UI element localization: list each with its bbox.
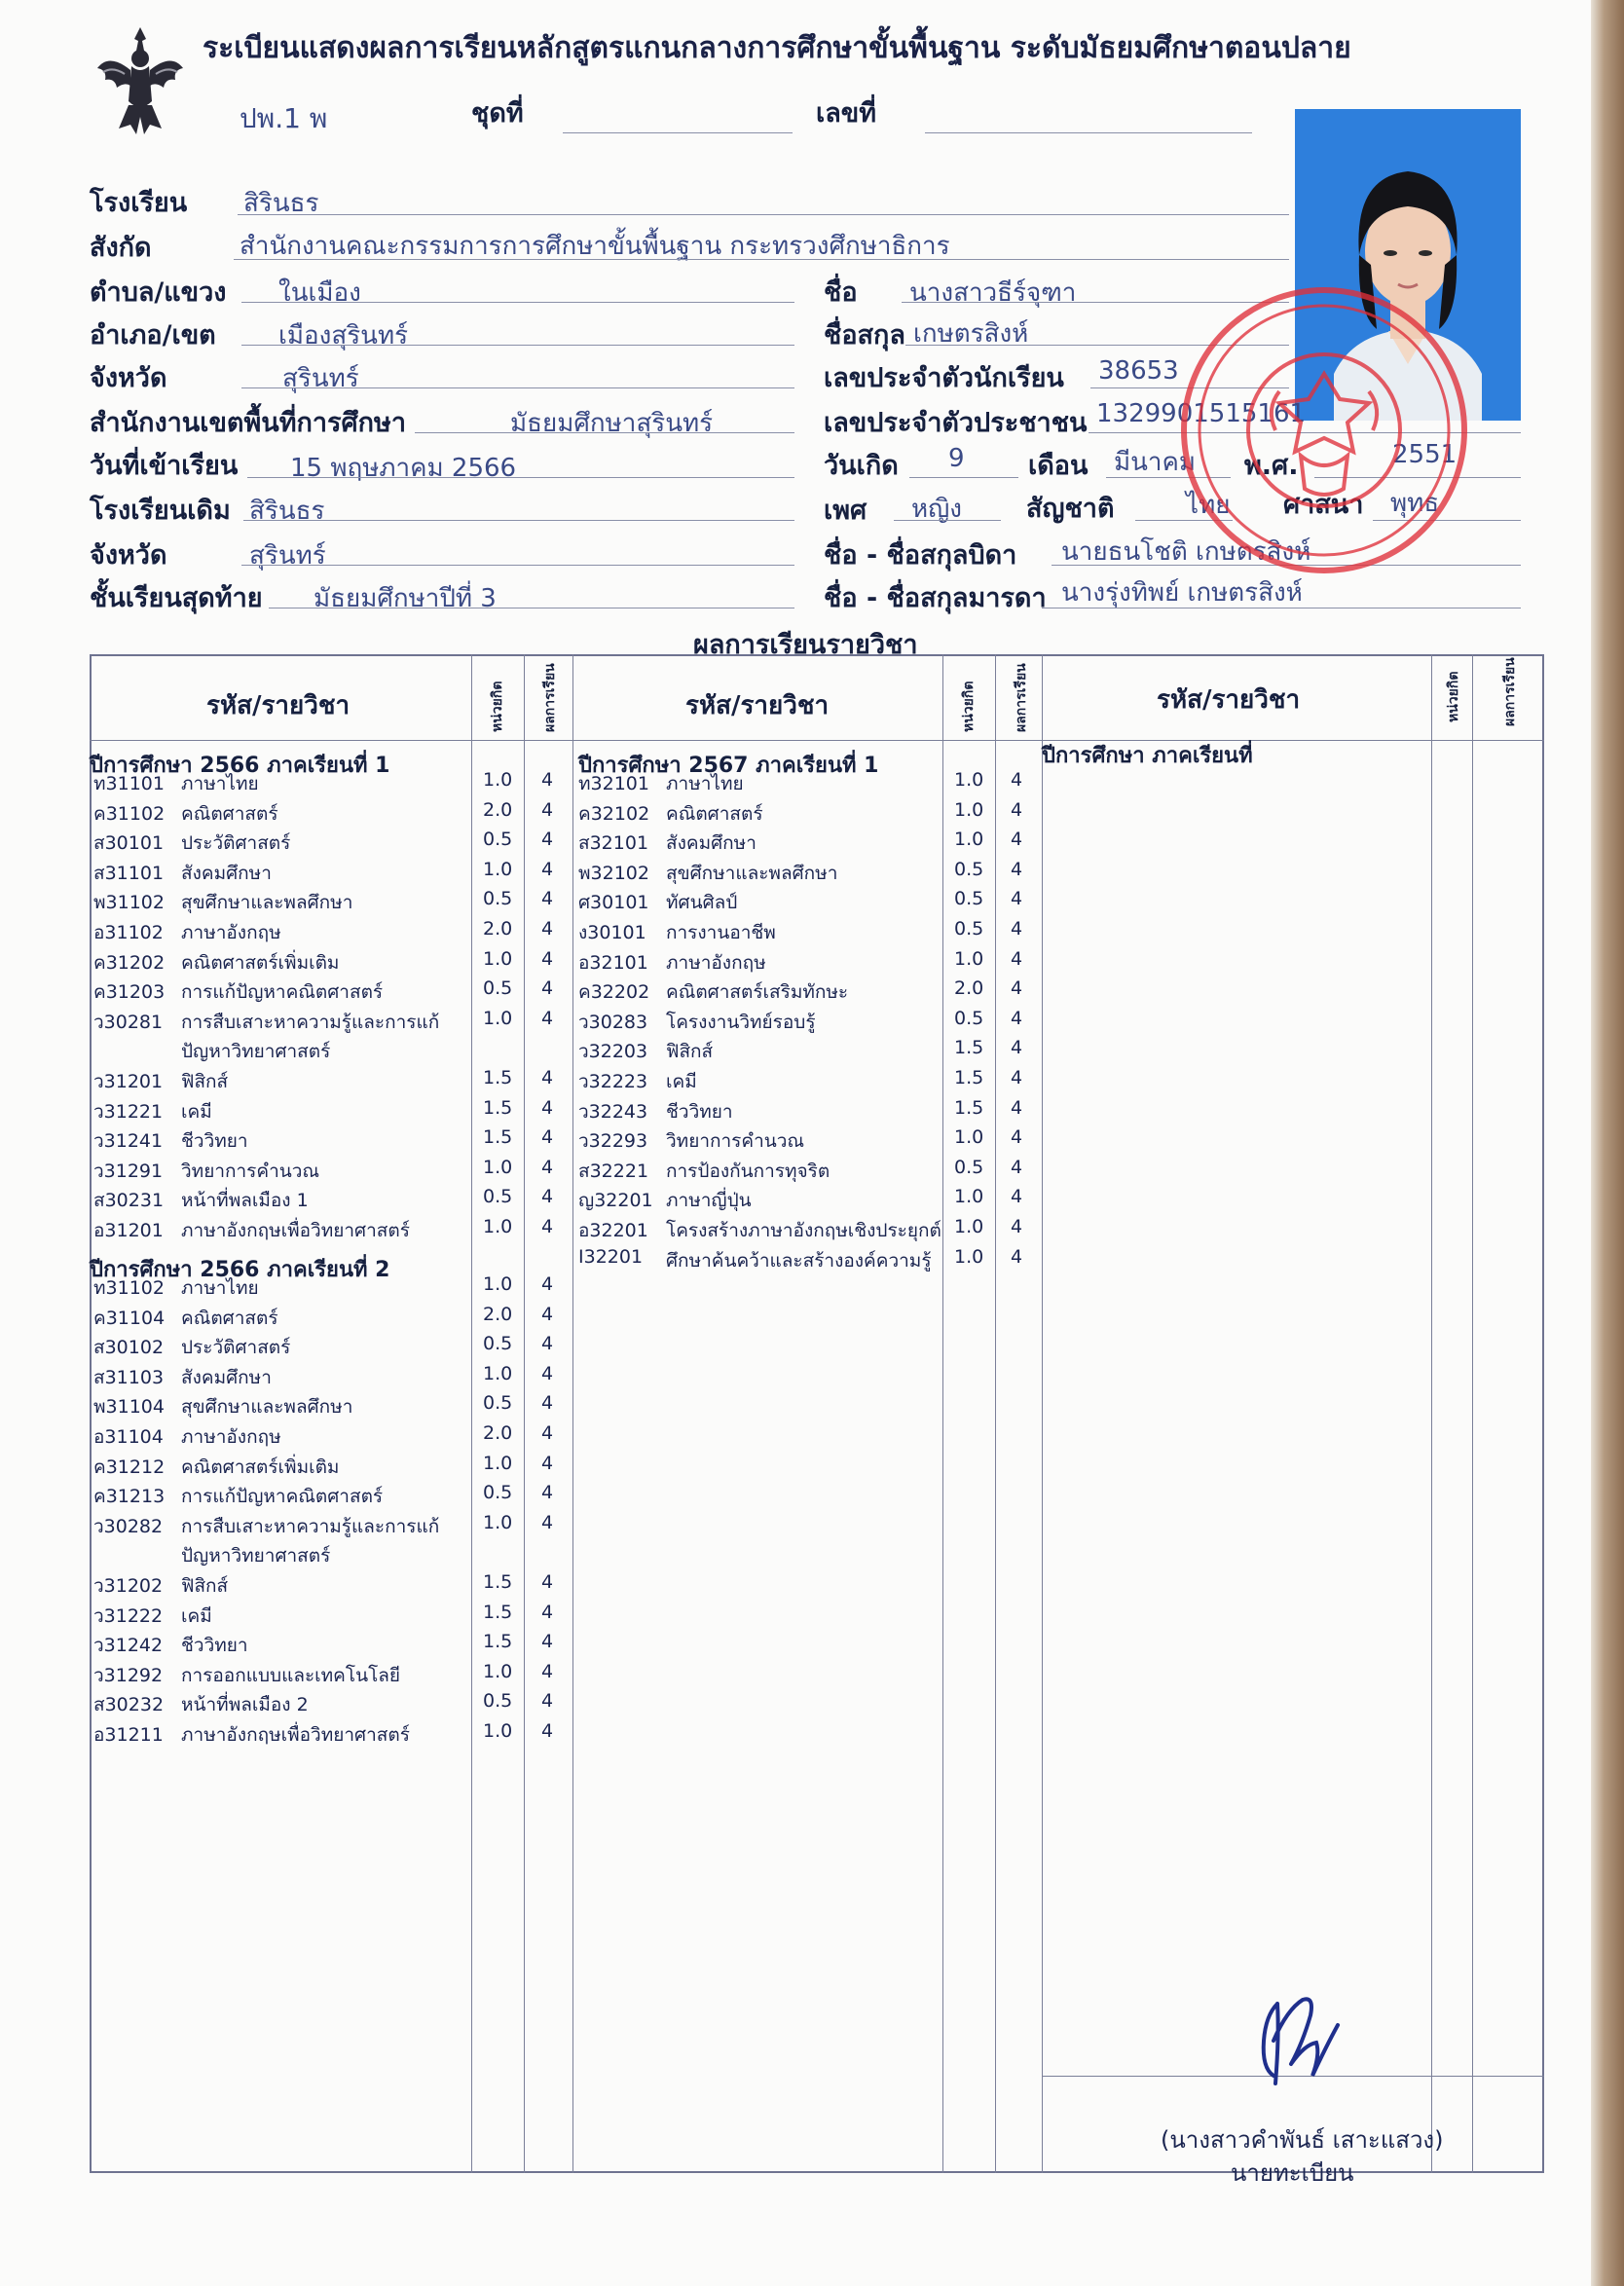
subject-credit: 1.0 [483,1273,513,1295]
subdistrict-value: ในเมือง [278,278,361,308]
subject-code: ว30281 [93,1011,164,1033]
subject-name: ภาษาอังกฤษ [181,922,281,943]
subject-name: การสืบเสาะหาความรู้และการแก้ [181,1011,440,1033]
subject-name: วิทยาการคำนวณ [181,1160,320,1182]
subject-code: ว32203 [578,1041,648,1063]
subject-name: การออกแบบและเทคโนโลยี [181,1664,401,1686]
subject-grade: 4 [541,1096,554,1119]
subject-name: คณิตศาสตร์ [181,802,278,825]
province-value: สุรินทร์ [282,364,359,393]
subject-name: ประวัติศาสตร์ [181,1337,291,1359]
school-line [238,214,1289,215]
subject-name: สังคมศึกษา [666,832,757,855]
name-value: นางสาวธีร์จุฑา [909,278,1077,308]
subject-grade: 4 [541,829,554,851]
subject-grade: 4 [1011,858,1023,880]
subject-code: พ31102 [93,892,165,914]
subject-credit: 0.5 [483,888,513,910]
col1-credit-divider [471,654,472,2173]
subject-code: ค31203 [93,981,166,1004]
subject-credit: 2.0 [483,1303,513,1325]
subject-grade: 4 [541,947,554,970]
subject-code: ท31102 [93,1277,165,1299]
subject-name: คณิตศาสตร์ [666,802,763,825]
subject-credit: 0.5 [483,1482,513,1504]
subject-grade: 4 [1011,947,1023,970]
student-id-label: เลขประจำตัวนักเรียน [824,363,1064,393]
subject-name: ภาษาไทย [181,773,259,794]
subject-grade: 4 [541,1720,554,1742]
mother-label: ชื่อ - ชื่อสกุลมารดา [824,583,1047,613]
subject-code: อ31211 [93,1724,164,1746]
subject-grade: 4 [541,1452,554,1474]
enroll-date-label: วันที่เข้าเรียน [90,451,239,481]
subject-code: ง30101 [578,922,646,943]
subject-name: ทัศนศิลป์ [666,892,738,914]
col1-col2-divider [572,654,573,2173]
area-office-value: มัธยมศึกษาสุรินทร์ [510,409,714,438]
subject-name: สุขศึกษาและพลศึกษา [666,862,838,884]
document-title: ระเบียนแสดงผลการเรียนหลักสูตรแกนกลางการศึกษาขั้นพื้นฐาน ระดับมัธยมศึกษาตอนปลาย [203,31,1351,65]
subject-grade: 4 [541,769,554,791]
subject-code: ค31102 [93,802,166,825]
subject-name: การงานอาชีพ [666,922,776,943]
last-grade-value: มัธยมศึกษาปีที่ 3 [314,584,497,613]
subject-code: ญ32201 [578,1190,653,1212]
subject-code: ส30232 [93,1694,165,1716]
subdistrict-label: ตำบล/แขวง [90,277,227,308]
subject-name: คณิตศาสตร์ [181,1307,278,1329]
subject-grade: 4 [541,1601,554,1623]
subject-credit: 1.5 [954,1037,984,1059]
col3-term-heading: ปีการศึกษา ภาคเรียนที่ [1042,744,1253,768]
subject-code: ว31291 [93,1160,164,1182]
subject-name: คณิตศาสตร์เพิ่มเติม [181,1456,340,1478]
subject-grade: 4 [541,1156,554,1178]
subject-code: ว31242 [93,1635,164,1657]
subject-name: ฟิสิกส์ [181,1071,229,1092]
subject-grade: 4 [1011,769,1023,791]
subject-credit: 1.0 [483,1216,513,1237]
subject-grade: 4 [541,858,554,880]
subject-grade: 4 [541,1273,554,1295]
subject-grade: 4 [541,1690,554,1713]
subject-grade: 4 [541,1511,554,1533]
religion-label: ศาสนา [1283,490,1364,520]
subject-grade: 4 [541,1126,554,1149]
prev-province-label: จังหวัด [90,540,167,571]
subject-name: คณิตศาสตร์เสริมทักษะ [666,981,849,1004]
subject-code: ค31212 [93,1456,166,1478]
subject-code: ค31213 [93,1486,166,1508]
subject-credit: 1.5 [483,1571,513,1593]
subject-credit: 1.5 [954,1096,984,1119]
national-id-label: เลขประจำตัวประชาชน [824,408,1088,438]
school-seal-stamp [1178,284,1470,576]
subject-credit: 0.5 [954,1156,984,1178]
subject-name: โครงสร้างภาษาอังกฤษเชิงประยุกต์ [666,1220,941,1241]
birth-month-value: มีนาคม [1114,448,1197,477]
subject-credit: 1.0 [483,1660,513,1682]
prev-school-label: โรงเรียนเดิม [90,496,231,526]
subject-grade: 4 [541,1186,554,1208]
subject-name: สังคมศึกษา [181,1366,272,1388]
subject-name: โครงงานวิทย์รอบรู้ [666,1011,816,1033]
subject-grade: 4 [1011,1037,1023,1059]
subject-grade: 4 [541,977,554,1000]
subject-grade: 4 [1011,888,1023,910]
subject-credit: 0.5 [483,1690,513,1713]
religion-value: พุทธ [1390,489,1440,518]
national-id-value: 1329901515161 [1096,399,1307,428]
subject-code: ว31292 [93,1664,164,1686]
subject-credit: 1.5 [954,1067,984,1088]
subject-grade: 4 [1011,918,1023,940]
subject-credit: 1.0 [954,829,984,851]
subject-code: ค32102 [578,802,650,825]
subject-grade: 4 [541,1216,554,1237]
subject-grade: 4 [1011,1216,1023,1237]
subject-code: ว32293 [578,1130,648,1153]
area-office-label: สำนักงานเขตพื้นที่การศึกษา [90,408,406,438]
subject-grade: 4 [541,1333,554,1355]
prev-school-value: สิรินธร [249,497,325,526]
subject-name: ภาษาอังกฤษ [181,1426,281,1448]
subject-code: ค31104 [93,1307,166,1329]
col1-subject-header: รหัส/รายวิชา [206,691,351,720]
subject-grade: 4 [541,1392,554,1415]
subject-grade: 4 [541,1660,554,1682]
nationality-value: ไทย [1186,491,1231,520]
subject-credit: 1.5 [483,1601,513,1623]
subject-credit: 1.0 [483,769,513,791]
subject-code: ส30231 [93,1190,165,1212]
subject-code: ท32101 [578,773,649,794]
affiliation-value: สำนักงานคณะกรรมการการศึกษาขั้นพื้นฐาน กระทรวงศึกษาธิการ [240,232,950,261]
registrar-title: นายทะเบียน [1231,2159,1354,2187]
subject-credit: 1.0 [954,1216,984,1237]
col1-term1-heading: ปีการศึกษา 2566 ภาคเรียนที่ 1 [90,754,390,778]
subject-credit: 1.0 [483,1720,513,1742]
district-value: เมืองสุรินทร์ [278,321,409,350]
prev-school-line [243,520,794,521]
subject-name: ชีววิทยา [181,1130,248,1153]
col3-grade-divider [1472,654,1473,2173]
col2-term1-heading: ปีการศึกษา 2567 ภาคเรียนที่ 1 [578,754,879,778]
subject-code: ว32223 [578,1071,648,1092]
subject-code: ส32101 [578,832,649,855]
subject-name: เคมี [181,1100,212,1123]
subdistrict-line [241,302,794,303]
subject-code: ว30283 [578,1011,648,1033]
subject-credit: 1.0 [954,1186,984,1208]
subject-credit: 1.0 [483,1007,513,1029]
subject-credit: 1.5 [483,1096,513,1119]
birth-year-label: พ.ศ. [1244,451,1299,481]
subject-code: พ32102 [578,862,649,884]
subject-code: ส31103 [93,1366,165,1388]
subject-code: อ32201 [578,1220,648,1241]
subject-grade: 4 [541,1362,554,1384]
subject-credit: 1.0 [954,947,984,970]
subject-code: อ32101 [578,951,648,974]
affiliation-label: สังกัด [90,233,152,263]
birth-year-value: 2551 [1392,440,1458,469]
subject-name: หน้าที่พลเมือง 2 [181,1694,309,1716]
subject-name: สุขศึกษาและพลศึกษา [181,1396,353,1419]
subject-grade: 4 [1011,1096,1023,1119]
gender-line [894,520,1001,521]
subject-code: ศ30101 [578,892,649,914]
school-label: โรงเรียน [90,188,188,218]
col1-term2-heading: ปีการศึกษา 2566 ภาคเรียนที่ 2 [90,1258,390,1282]
subject-grade: 4 [1011,1186,1023,1208]
subject-credit: 1.0 [483,1511,513,1533]
subject-credit: 1.0 [483,947,513,970]
surname-value: เกษตรสิงห์ [913,319,1029,349]
subject-name: ภาษาอังกฤษเพื่อวิทยาศาสตร์ [181,1724,410,1746]
col2-grade-header: ผลการเรียน [1014,663,1029,732]
subject-grade: 4 [541,798,554,821]
subject-name: การแก้ปัญหาคณิตศาสตร์ [181,981,384,1004]
subject-name-continued: ปัญหาวิทยาศาสตร์ [181,1041,331,1063]
birth-day-value: 9 [948,444,965,473]
col2-subject-header: รหัส/รายวิชา [685,691,830,720]
subject-credit: 1.5 [483,1067,513,1088]
subject-credit: 2.0 [954,977,984,1000]
subject-grade: 4 [541,1007,554,1029]
col1-grade-header: ผลการเรียน [542,663,558,732]
area-office-line [415,432,794,433]
subject-credit: 1.0 [954,1245,984,1268]
prev-province-value: สุรินทร์ [249,541,326,571]
affiliation-line [234,259,1289,260]
subject-grade: 4 [1011,1156,1023,1178]
subject-grade: 4 [1011,1126,1023,1149]
subject-name: สังคมศึกษา [181,862,272,884]
subject-credit: 1.0 [954,1126,984,1149]
subject-name: การสืบเสาะหาความรู้และการแก้ [181,1515,440,1537]
col3-grade-header: ผลการเรียน [1502,657,1518,726]
surname-label: ชื่อสกุล [824,320,905,350]
subject-name: สุขศึกษาและพลศึกษา [181,892,353,914]
subject-name: ภาษาญี่ปุ่น [666,1190,752,1212]
father-value: นายธนโชติ เกษตรสิงห์ [1061,537,1311,567]
subject-name-continued: ปัญหาวิทยาศาสตร์ [181,1545,331,1567]
subject-credit: 1.0 [483,1362,513,1384]
subject-credit: 1.0 [954,798,984,821]
birth-day-line [909,477,1018,478]
subject-credit: 0.5 [954,918,984,940]
subject-name: ภาษาอังกฤษเพื่อวิทยาศาสตร์ [181,1220,410,1241]
subject-code: ว31201 [93,1071,164,1092]
subject-name: เคมี [666,1071,697,1092]
set-number-line [563,132,793,133]
gender-value: หญิง [911,495,962,524]
subject-grade: 4 [1011,798,1023,821]
subject-code: อ31104 [93,1426,164,1448]
col2-credit-header: หน่วยกิต [961,681,977,732]
subject-name: หน้าที่พลเมือง 1 [181,1190,309,1212]
district-line [241,345,794,346]
name-label: ชื่อ [824,277,858,308]
col1-credit-header: หน่วยกิต [490,681,505,732]
subject-credit: 1.0 [954,769,984,791]
subject-credit: 0.5 [954,888,984,910]
col2-credit-divider [942,654,943,2173]
subject-name: ฟิสิกส์ [181,1575,229,1597]
paper-edge-shadow [1591,0,1624,2286]
subject-code: ค31202 [93,951,166,974]
subject-name: ชีววิทยา [666,1100,733,1123]
subject-code: ว31221 [93,1100,164,1123]
subject-name: ศึกษาค้นคว้าและสร้างองค์ความรู้ [666,1249,932,1272]
subject-grade: 4 [1011,1245,1023,1268]
student-id-value: 38653 [1098,356,1179,386]
subject-code: ท31101 [93,773,165,794]
subject-credit: 1.0 [483,858,513,880]
subject-grade: 4 [541,918,554,940]
subject-credit: 0.5 [954,858,984,880]
subject-code: ว31202 [93,1575,164,1597]
subject-grade: 4 [541,888,554,910]
last-grade-label: ชั้นเรียนสุดท้าย [90,583,263,613]
col3-credit-divider [1431,654,1432,2173]
subject-code: พ31104 [93,1396,165,1419]
subject-name: การป้องกันการทุจริต [666,1160,830,1182]
col1-grade-divider [524,654,525,2173]
subject-grade: 4 [541,1571,554,1593]
col3-subject-header: รหัส/รายวิชา [1157,685,1301,715]
registrar-signature [1244,1986,1342,2099]
subject-name: คณิตศาสตร์เพิ่มเติม [181,951,340,974]
enroll-date-value: 15 พฤษภาคม 2566 [290,454,517,483]
subject-credit: 0.5 [483,1333,513,1355]
subject-name: เคมี [181,1604,212,1627]
subject-credit: 0.5 [483,1186,513,1208]
subject-name: ชีววิทยา [181,1635,248,1657]
mother-value: นางรุ่งทิพย์ เกษตรสิงห์ [1061,578,1303,608]
subject-name: ประวัติศาสตร์ [181,832,291,855]
subject-credit: 0.5 [483,1392,513,1415]
subject-code: อ31201 [93,1220,164,1241]
subject-code: ค32202 [578,981,650,1004]
school-value: สิรินธร [243,189,319,218]
subject-name: การแก้ปัญหาคณิตศาสตร์ [181,1486,384,1508]
subject-grade: 4 [1011,1007,1023,1029]
document-number-line [925,132,1252,133]
subject-code: ว31241 [93,1130,164,1153]
birth-month-label: เดือน [1028,451,1089,481]
subject-code: I32201 [578,1245,644,1268]
col3-credit-header: หน่วยกิต [1446,671,1461,722]
subject-credit: 0.5 [483,829,513,851]
subject-name: ภาษาไทย [181,1277,259,1299]
subject-credit: 1.5 [483,1631,513,1653]
gender-label: เพศ [824,496,867,526]
subject-credit: 1.5 [483,1126,513,1149]
registrar-name: (นางสาวคำพันธ์ เสาะแสวง) [1161,2126,1444,2154]
subject-grade: 4 [541,1482,554,1504]
subject-grade: 4 [1011,829,1023,851]
subject-grade: 4 [541,1067,554,1088]
subject-credit: 2.0 [483,918,513,940]
enroll-date-line [247,477,794,478]
col2-col3-divider [1042,654,1043,2173]
subject-credit: 1.0 [483,1156,513,1178]
subject-credit: 1.0 [483,1452,513,1474]
subject-credit: 2.0 [483,798,513,821]
col2-grade-divider [995,654,996,2173]
subject-grade: 4 [1011,977,1023,1000]
prev-province-line [241,565,794,566]
results-section-title: ผลการเรียนรายวิชา [693,630,918,660]
subject-code: ส30101 [93,832,165,855]
subject-grade: 4 [1011,1067,1023,1088]
subject-grade: 4 [541,1422,554,1444]
district-label: อำเภอ/เขต [90,320,216,350]
number-label: เลขที่ [816,98,877,129]
birth-day-label: วันเกิด [824,451,899,481]
father-label: ชื่อ - ชื่อสกุลบิดา [824,540,1017,571]
subject-code: ว32243 [578,1100,648,1123]
nationality-label: สัญชาติ [1026,494,1115,524]
form-code: ปพ.1 พ [240,102,328,134]
subject-name: ภาษาไทย [666,773,744,794]
subject-name: ภาษาอังกฤษ [666,951,766,974]
set-label: ชุดที่ [471,98,524,129]
subject-code: ว31222 [93,1604,164,1627]
province-line [241,387,794,388]
subject-name: วิทยาการคำนวณ [666,1130,805,1153]
subject-code: ว30282 [93,1515,164,1537]
subject-credit: 0.5 [954,1007,984,1029]
subject-name: ฟิสิกส์ [666,1041,714,1063]
subject-credit: 0.5 [483,977,513,1000]
subject-credit: 2.0 [483,1422,513,1444]
subject-code: อ31102 [93,922,164,943]
subject-grade: 4 [541,1303,554,1325]
province-label: จังหวัด [90,363,167,393]
subject-code: ส32221 [578,1160,649,1182]
subject-grade: 4 [541,1631,554,1653]
garuda-emblem-icon [92,23,189,138]
subject-code: ส30102 [93,1337,165,1359]
subject-code: ส31101 [93,862,165,884]
table-header-divider [90,740,1544,741]
